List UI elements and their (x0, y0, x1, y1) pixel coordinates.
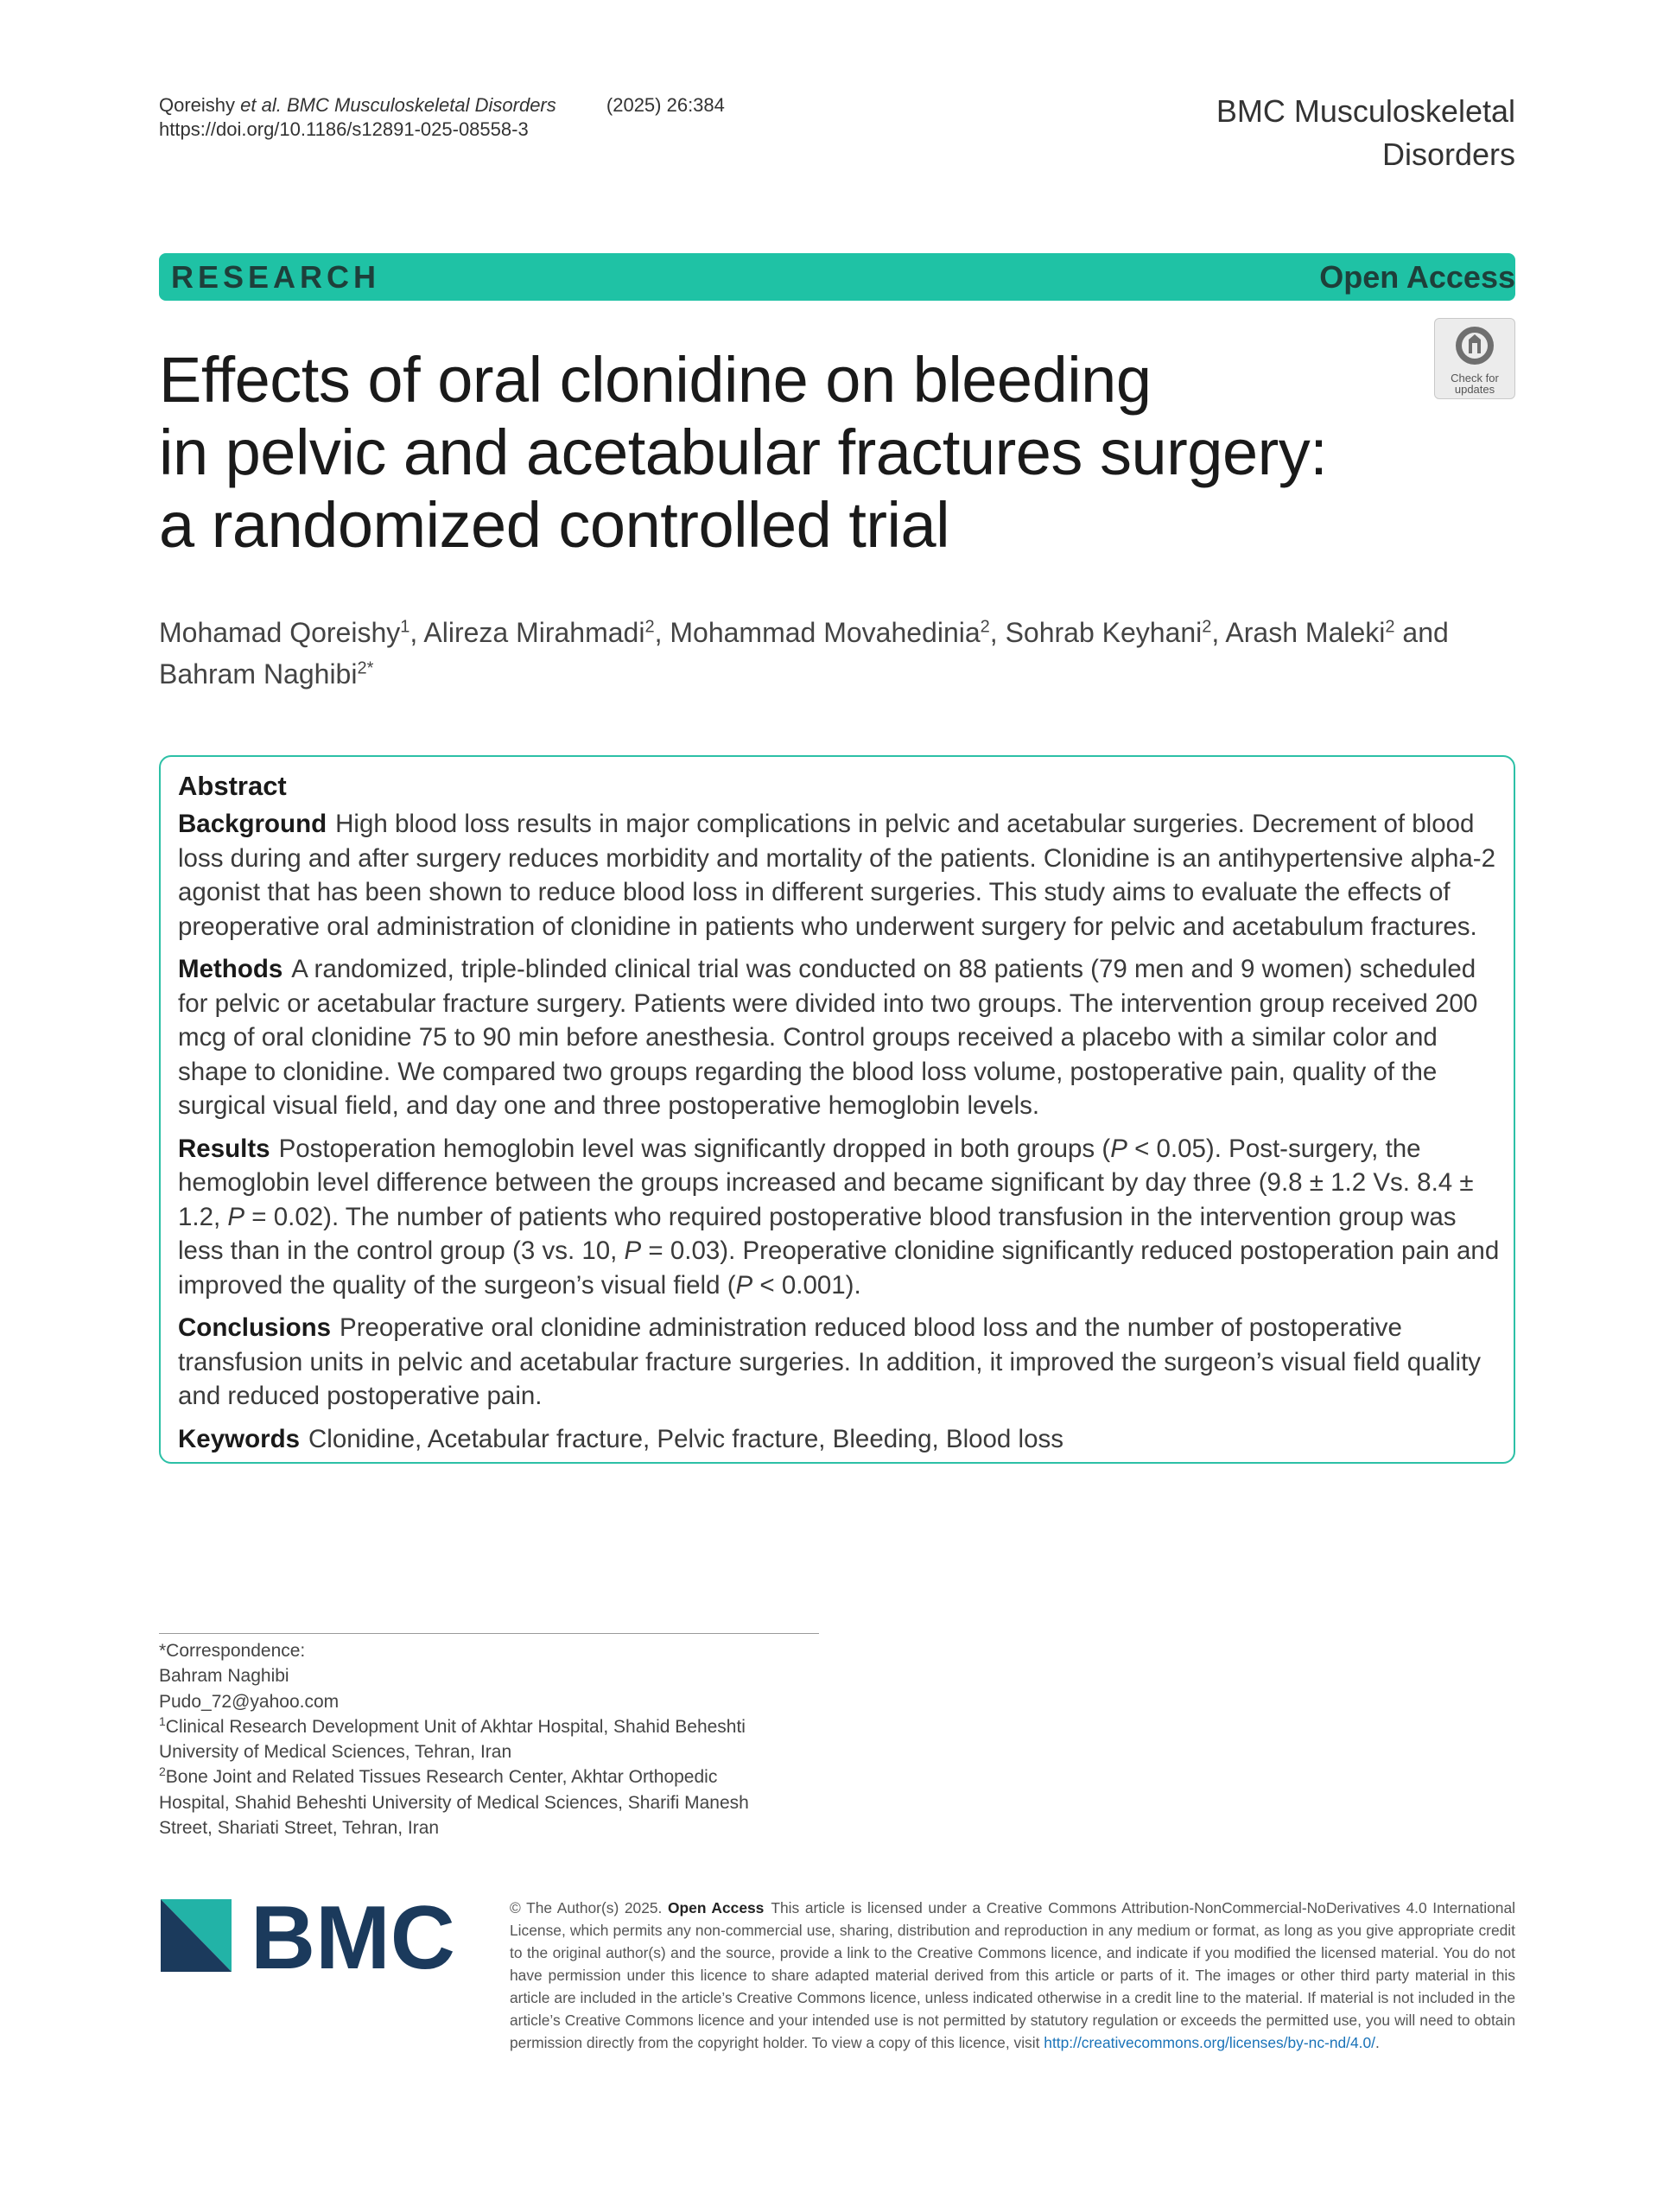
abstract-results: Results Postoperation hemoglobin level was significantly dropped in both groups (P < 0.05). Post-surgery, the hemoglobin level difference between the groups increased and became significant by day three (9.8 ± 1.2 Vs. 8.4 ± 1.2, P = 0.02). The number of patients who required postoperative blood transfusion in the intervention group was less than in the control group (3 vs. 10, P = 0.03). Preoperative clonidine significantly reduced postoperation pain and improved the quality of the surgeon’s visual field (P < 0.001). (178, 1134, 1500, 1300)
article-title (159, 344, 1368, 562)
background-text: High blood loss results in major complications in pelvic and acetabular surgeries. Decrement of blood loss during and after surgery reduces morbidity and mortality of the patients. Clonidine is an antihypertensive alpha-2 agonist that has been shown to reduce blood loss in different surgeries. This study aims to evaluate the effects of preoperative oral administration of clonidine in patients who underwent surgery for pelvic and acetabulum fractures. (178, 810, 1495, 941)
abstract-content (178, 767, 1500, 1465)
results-label: Results (178, 1134, 270, 1163)
badge-text-line1: Check for (1451, 372, 1499, 385)
license-text: © The Author(s) 2025. Open Access This article is licensed under a Creative Commons Attribution-NonCommercial-NoDerivatives 4.0 International License, which permits any non-commercial use, sharing, distribution and reproduction in any medium or format, as long as you give appropriate credit to the original author(s) and the source, provide a link to the Creative Commons licence, and indicate if you modified the licensed material. You do not have permission under this licence to share adapted material derived from this article or parts of it. The images or other third party material in this article are included in the article’s Creative Commons licence, unless indicated otherwise in a credit line to the material. If material is not included in the article’s Creative Commons licence and your intended use is not permitted by statutory regulation or exceeds the permitted use, you will need to obtain permission directly from the copyright holder. To view a copy of this licence, visit http://creativecommons.org/licenses/by-nc-nd/4.0/. (510, 1899, 1515, 2051)
keywords-label: Keywords (178, 1424, 300, 1453)
author[interactable]: Sohrab Keyhani$^2$ (1005, 617, 1212, 648)
citation-etal: et al. (240, 94, 282, 116)
author[interactable]: Bahram Naghibi$^{2*}$ (159, 658, 374, 690)
open-access-label: Open Access (1319, 259, 1515, 295)
affiliation-1: $^1$Clinical Research Development Unit of Akhtar Hospital, Shahid Beheshti (159, 1713, 746, 1737)
author[interactable]: Mohamad Qoreishy$^1$ (159, 617, 410, 648)
check-for-updates-badge[interactable] (1434, 318, 1515, 399)
citation-author: Qoreishy (159, 94, 236, 116)
title-line1: Effects of oral clonidine on bleeding (159, 344, 1152, 416)
copyright: © The Author(s) 2025. (510, 1899, 663, 1916)
license-link[interactable]: http://creativecommons.org/licenses/by-nc-nd/4.0/ (1044, 2034, 1376, 2051)
article-type-label: RESEARCH (171, 259, 381, 295)
author[interactable]: Arash Maleki$^2$ (1225, 617, 1395, 648)
citation-volume: (2025) 26:384 (606, 94, 725, 116)
license-body: This article is licensed under a Creative Commons Attribution-NonCommercial-NoDerivatives 4.0 International License, which permits any non-commercial use, sharing, distribution and reproduction in any medium or format, as long as you give appropriate credit to the original author(s) and the source, provide a link to the Creative Commons licence, and indicate if you modified the licensed material. You do not have permission under this licence to share adapted material derived from this article or parts of it. The images or other third party material in this article are included in the article’s Creative Commons licence, unless indicated otherwise in a credit line to the material. If material is not included in the article’s Creative Commons licence and your intended use is not permitted by statutory regulation or exceeds the permitted use, you will need to obtain permission directly from the copyright holder. To view a copy of this licence, visit (510, 1899, 1515, 2051)
update-check-icon (1453, 324, 1496, 367)
conclusions-label: Conclusions (178, 1313, 332, 1342)
methods-text: A randomized, triple-blinded clinical trial was conducted on 88 patients (79 men and 9 women) scheduled for pelvic or acetabular fracture surgery. Patients were divided into two groups. The intervention group received 200 mcg of oral clonidine 75 to 90 min before anesthesia. Control groups received a placebo with a similar color and shape to clonidine. We compared two groups regarding the blood loss volume, postoperative pain, quality of the surgical visual field, and day one and three postoperative hemoglobin levels. (178, 955, 1478, 1120)
correspondence (159, 1638, 816, 1840)
citation-line (159, 93, 725, 118)
journal-name-line2: Disorders (1381, 137, 1515, 172)
affiliation-2: $^2$Bone Joint and Related Tissues Research Center, Akhtar Orthopedic (159, 1764, 718, 1788)
footnote-divider (159, 1633, 819, 1634)
affiliation-2-line3: Street, Shariati Street, Tehran, Iran (159, 1818, 440, 1839)
citation-header (159, 93, 725, 142)
doi-link[interactable]: https://doi.org/10.1186/s12891-025-08558-3 (159, 118, 529, 140)
bmc-logo-text: BMC (251, 1897, 455, 1975)
affiliation-1-line2: University of Medical Sciences, Tehran, Iran (159, 1742, 512, 1763)
author[interactable]: Alireza Mirahmadi$^2$ (423, 617, 655, 648)
abstract-background (178, 807, 1500, 944)
title-line2: in pelvic and acetabular fractures surgery: (159, 416, 1328, 488)
author[interactable]: Mohammad Movahedinia$^2$ (670, 617, 990, 648)
affiliation-2-line2: Hospital, Shahid Beheshti University of Medical Sciences, Sharifi Manesh (159, 1792, 749, 1813)
author-list: Mohamad Qoreishy$^1$, Alireza Mirahmadi$^2$, Mohammad Movahedinia$^2$, Sohrab Keyhani$^2$, Arash Maleki$^2$ and Bahram Naghibi$^{2*}$ (159, 617, 1449, 690)
journal-name (1216, 90, 1515, 176)
citation-journal: BMC Musculoskeletal Disorders (287, 94, 556, 116)
journal-name-line1: BMC Musculoskeletal (1216, 93, 1515, 129)
title-line3: a randomized controlled trial (159, 489, 950, 561)
conclusions-text: Preoperative oral clonidine administration reduced blood loss and the number of postoperative transfusion units in pelvic and acetabular fracture surgeries. In addition, it improved the surgeon’s visual field quality and reduced postoperative pain. (178, 1313, 1482, 1410)
keywords-text: Clonidine, Acetabular fracture, Pelvic fracture, Bleeding, Blood loss (308, 1424, 1063, 1453)
correspondence-name: Bahram Naghibi (159, 1666, 289, 1687)
license-open-access: Open Access (668, 1899, 765, 1916)
background-label: Background (178, 810, 327, 838)
abstract-methods (178, 952, 1500, 1123)
badge-text (1435, 372, 1514, 395)
abstract-keywords (178, 1422, 1500, 1457)
correspondence-label: *Correspondence: (159, 1641, 306, 1661)
badge-text-line2: updates (1454, 383, 1495, 396)
bmc-logo (161, 1897, 472, 1975)
methods-label: Methods (178, 955, 283, 983)
correspondence-email[interactable]: Pudo_72@yahoo.com (159, 1691, 340, 1712)
abstract-conclusions (178, 1311, 1500, 1414)
abstract-heading: Abstract (178, 771, 287, 801)
